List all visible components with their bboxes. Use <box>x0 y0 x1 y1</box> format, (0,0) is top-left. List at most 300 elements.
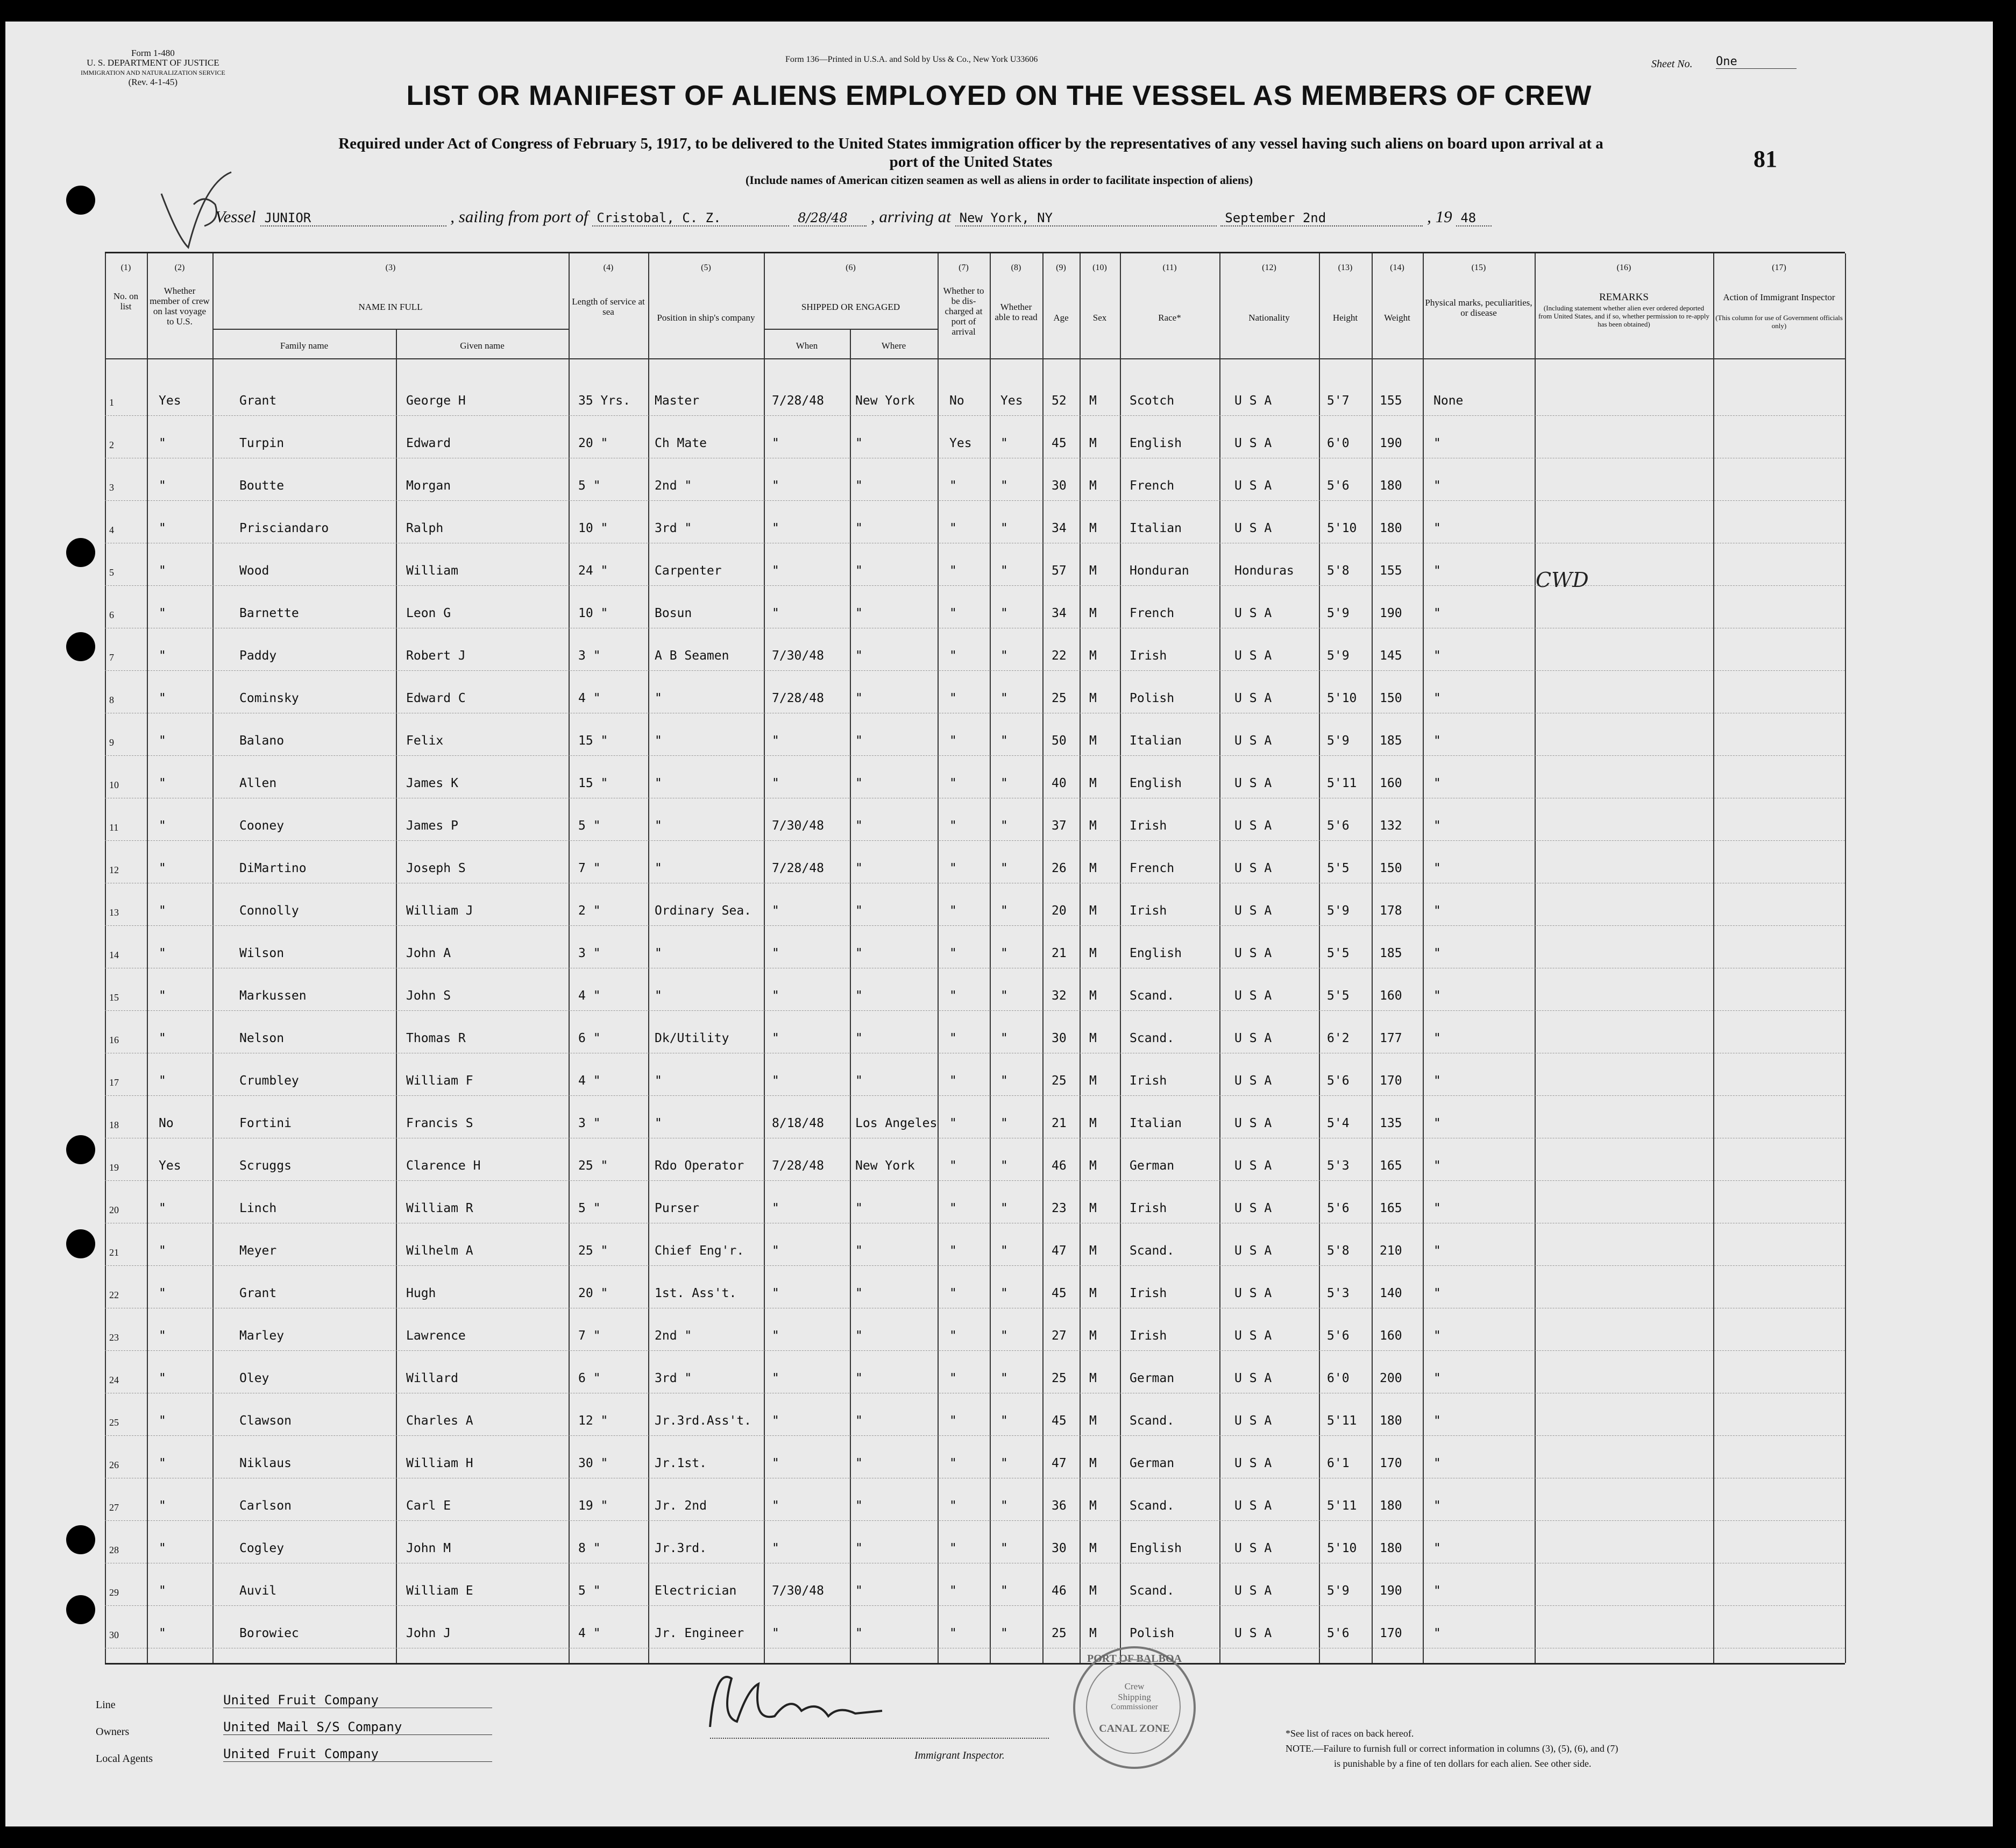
cell-member: No <box>159 1116 174 1130</box>
header-action-of-inspector: Action of Immigrant Inspector <box>1723 292 1835 302</box>
cell-family-name: Balano <box>239 734 285 748</box>
cell-where: " <box>855 1329 863 1343</box>
cell-given-name: Lawrence <box>406 1329 466 1343</box>
cell-when: 7/28/48 <box>772 394 824 408</box>
row-number: 1 <box>109 397 114 408</box>
cell-discharged: " <box>949 1286 957 1300</box>
cell-position: " <box>655 861 662 875</box>
cell-member: " <box>159 479 166 493</box>
cell-physical: " <box>1433 1499 1441 1513</box>
cell-where: " <box>855 1371 863 1385</box>
cell-family-name: Wood <box>239 564 269 578</box>
races-note: *See list of races on back hereof. <box>1286 1728 1414 1739</box>
line-value: United Fruit Company <box>223 1693 492 1708</box>
cell-able-to-read: " <box>1000 1584 1008 1598</box>
table-row <box>105 1182 1845 1223</box>
cell-race: Irish <box>1130 1329 1167 1343</box>
requirement-text <box>151 134 1791 171</box>
cell-able-to-read: " <box>1000 521 1008 535</box>
cell-race: Italian <box>1130 734 1182 748</box>
table-row <box>105 629 1845 671</box>
cell-sex: M <box>1089 479 1097 493</box>
cell-when: " <box>772 1244 779 1258</box>
cell-physical: " <box>1433 1329 1441 1343</box>
cell-weight: 180 <box>1380 521 1402 535</box>
cell-family-name: Clawson <box>239 1414 292 1428</box>
service-name: IMMIGRATION AND NATURALIZATION SERVICE <box>81 69 225 76</box>
cell-sex: M <box>1089 606 1097 620</box>
cell-nationality: U S A <box>1234 649 1272 663</box>
cell-length: 12 " <box>578 1414 608 1428</box>
cell-discharged: " <box>949 734 957 748</box>
cell-member: " <box>159 904 166 918</box>
col-number: (13) <box>1338 263 1353 272</box>
cell-given-name: John J <box>406 1626 451 1640</box>
cell-able-to-read: " <box>1000 436 1008 450</box>
col-number: (6) <box>846 263 856 272</box>
col-number: (9) <box>1056 263 1066 272</box>
cell-age: 47 <box>1052 1244 1067 1258</box>
header-weight: Weight <box>1384 313 1410 323</box>
header-position: Position in ship's company <box>657 313 755 323</box>
cell-nationality: U S A <box>1234 734 1272 748</box>
cell-length: 3 " <box>578 946 601 960</box>
cell-discharged: " <box>949 691 957 705</box>
cell-member: " <box>159 1584 166 1598</box>
cell-nationality: U S A <box>1234 1626 1272 1640</box>
cell-discharged: " <box>949 1414 957 1428</box>
departure-port: Cristobal, C. Z. <box>592 210 789 226</box>
cell-weight: 132 <box>1380 819 1402 833</box>
cell-age: 23 <box>1052 1201 1067 1215</box>
arrival-port: New York, NY <box>955 210 1217 226</box>
cell-position: Master <box>655 394 700 408</box>
row-number: 13 <box>109 907 119 918</box>
cell-family-name: Scruggs <box>239 1159 292 1173</box>
cell-able-to-read: " <box>1000 1116 1008 1130</box>
cell-height: 5'9 <box>1327 649 1350 663</box>
cell-nationality: U S A <box>1234 394 1272 408</box>
cell-when: " <box>772 1626 779 1640</box>
cell-position: 2nd " <box>655 479 692 493</box>
cell-height: 5'6 <box>1327 819 1350 833</box>
cell-sex: M <box>1089 1541 1097 1555</box>
cell-age: 32 <box>1052 989 1067 1003</box>
cell-family-name: Grant <box>239 1286 277 1300</box>
header-height: Height <box>1332 313 1358 323</box>
cell-discharged: " <box>949 1499 957 1513</box>
cell-when: " <box>772 946 779 960</box>
sheet-number: One <box>1716 55 1797 69</box>
cell-able-to-read: " <box>1000 1074 1008 1088</box>
cell-family-name: Wilson <box>239 946 285 960</box>
cell-height: 5'6 <box>1327 1201 1350 1215</box>
cell-able-to-read: " <box>1000 649 1008 663</box>
cell-where: New York <box>855 394 915 408</box>
cell-sex: M <box>1089 1456 1097 1470</box>
handwritten-departure-date: 8/28/48 <box>793 210 867 226</box>
cell-discharged: " <box>949 1329 957 1343</box>
cell-given-name: Charles A <box>406 1414 473 1428</box>
cell-discharged: " <box>949 521 957 535</box>
cell-able-to-read: " <box>1000 1541 1008 1555</box>
cell-member: " <box>159 606 166 620</box>
cell-weight: 200 <box>1380 1371 1402 1385</box>
cell-sex: M <box>1089 564 1097 578</box>
local-agents-label: Local Agents <box>96 1753 153 1765</box>
cell-where: " <box>855 904 863 918</box>
cell-physical: " <box>1433 946 1441 960</box>
col-number: (12) <box>1262 263 1276 272</box>
cell-position: " <box>655 989 662 1003</box>
requirement-line-2: port of the United States <box>889 153 1053 171</box>
cell-family-name: Linch <box>239 1201 277 1215</box>
cell-height: 6'0 <box>1327 436 1350 450</box>
cell-weight: 155 <box>1380 564 1402 578</box>
cell-given-name: Clarence H <box>406 1159 481 1173</box>
cell-position: Ch Mate <box>655 436 707 450</box>
cell-discharged: " <box>949 989 957 1003</box>
header-member: Whether member of crew on last voyage to U.S. <box>150 286 210 327</box>
vessel-name: JUNIOR <box>260 210 446 226</box>
cell-sex: M <box>1089 946 1097 960</box>
cell-where: " <box>855 606 863 620</box>
cell-age: 25 <box>1052 1074 1067 1088</box>
cell-physical: " <box>1433 1286 1441 1300</box>
cell-when: " <box>772 1074 779 1088</box>
cell-when: " <box>772 1456 779 1470</box>
cell-where: " <box>855 1244 863 1258</box>
col-number: (11) <box>1162 263 1177 272</box>
cell-length: 5 " <box>578 479 601 493</box>
row-number: 6 <box>109 610 114 620</box>
cell-age: 34 <box>1052 606 1067 620</box>
cell-discharged: " <box>949 649 957 663</box>
cell-discharged: " <box>949 1031 957 1045</box>
cell-nationality: U S A <box>1234 989 1272 1003</box>
cell-nationality: U S A <box>1234 606 1272 620</box>
cell-height: 5'5 <box>1327 946 1350 960</box>
table-row <box>105 1139 1845 1181</box>
cell-age: 45 <box>1052 436 1067 450</box>
punch-hole <box>66 1525 95 1554</box>
cell-race: Irish <box>1130 649 1167 663</box>
cell-discharged: " <box>949 861 957 875</box>
cell-family-name: Crumbley <box>239 1074 299 1088</box>
revision: (Rev. 4-1-45) <box>128 77 178 87</box>
cell-member: " <box>159 564 166 578</box>
cell-discharged: " <box>949 564 957 578</box>
cell-race: Polish <box>1130 691 1175 705</box>
cell-where: " <box>855 734 863 748</box>
cell-height: 5'5 <box>1327 861 1350 875</box>
cell-position: Jr.1st. <box>655 1456 707 1470</box>
table-row <box>105 1522 1845 1563</box>
cell-where: " <box>855 1584 863 1598</box>
cell-where: " <box>855 649 863 663</box>
cell-discharged: " <box>949 1541 957 1555</box>
cell-discharged: " <box>949 946 957 960</box>
cell-nationality: U S A <box>1234 1286 1272 1300</box>
cell-able-to-read: " <box>1000 1329 1008 1343</box>
port-of-balboa-stamp <box>1073 1646 1196 1769</box>
table-row <box>105 1309 1845 1351</box>
cell-age: 45 <box>1052 1286 1067 1300</box>
col-number: (15) <box>1471 263 1486 272</box>
cell-age: 40 <box>1052 776 1067 790</box>
cell-member: " <box>159 734 166 748</box>
cell-weight: 170 <box>1380 1626 1402 1640</box>
cell-member: " <box>159 1201 166 1215</box>
col-number: (7) <box>959 263 969 272</box>
cell-race: Scotch <box>1130 394 1175 408</box>
cell-race: French <box>1130 606 1175 620</box>
cell-nationality: U S A <box>1234 1074 1272 1088</box>
cell-height: 5'5 <box>1327 989 1350 1003</box>
cell-sex: M <box>1089 1584 1097 1598</box>
col-number: (2) <box>174 263 185 272</box>
cell-weight: 145 <box>1380 649 1402 663</box>
cell-race: Scand. <box>1130 1414 1175 1428</box>
cell-family-name: Boutte <box>239 479 285 493</box>
cell-weight: 180 <box>1380 1541 1402 1555</box>
cell-weight: 177 <box>1380 1031 1402 1045</box>
cell-position: " <box>655 776 662 790</box>
cell-nationality: U S A <box>1234 521 1272 535</box>
cell-where: " <box>855 479 863 493</box>
punch-hole <box>66 1229 95 1258</box>
header-remarks: REMARKS <box>1599 292 1649 303</box>
cell-physical: " <box>1433 606 1441 620</box>
row-number: 11 <box>109 822 119 833</box>
cell-physical: " <box>1433 1626 1441 1640</box>
arrival-date: September 2nd <box>1220 210 1423 226</box>
stamp-text: Crew <box>1124 1681 1145 1691</box>
table-row <box>105 1054 1845 1096</box>
cell-age: 21 <box>1052 1116 1067 1130</box>
header-age: Age <box>1053 313 1069 323</box>
cell-sex: M <box>1089 1116 1097 1130</box>
cell-physical: " <box>1433 436 1441 450</box>
cell-member: " <box>159 946 166 960</box>
cell-height: 5'11 <box>1327 1414 1357 1428</box>
cell-weight: 180 <box>1380 1414 1402 1428</box>
cell-sex: M <box>1089 1159 1097 1173</box>
table-row <box>105 459 1845 501</box>
cell-height: 5'9 <box>1327 1584 1350 1598</box>
cell-age: 46 <box>1052 1159 1067 1173</box>
cell-length: 20 " <box>578 1286 608 1300</box>
cell-where: " <box>855 521 863 535</box>
cell-position: Jr.3rd.Ass't. <box>655 1414 752 1428</box>
cell-sex: M <box>1089 1626 1097 1640</box>
header-nationality: Nationality <box>1248 313 1290 323</box>
cell-weight: 150 <box>1380 691 1402 705</box>
cell-position: " <box>655 1074 662 1088</box>
cell-family-name: Marley <box>239 1329 285 1343</box>
form-number: Form 1-480 <box>131 48 175 58</box>
cell-given-name: Wilhelm A <box>406 1244 473 1258</box>
cell-height: 5'8 <box>1327 564 1350 578</box>
row-number: 4 <box>109 525 114 535</box>
cell-length: 7 " <box>578 861 601 875</box>
cell-when: " <box>772 1031 779 1045</box>
cell-nationality: U S A <box>1234 861 1272 875</box>
cell-race: Italian <box>1130 521 1182 535</box>
cell-family-name: Oley <box>239 1371 269 1385</box>
fine-note: is punishable by a fine of ten dollars for each alien. See other side. <box>1334 1758 1592 1769</box>
cell-able-to-read: " <box>1000 479 1008 493</box>
cell-position: " <box>655 734 662 748</box>
cell-member: " <box>159 1626 166 1640</box>
cell-sex: M <box>1089 394 1097 408</box>
table-row <box>105 799 1845 841</box>
header-length-of-service: Length of service at sea <box>572 296 645 317</box>
table-row <box>105 1224 1845 1266</box>
cell-weight: 165 <box>1380 1201 1402 1215</box>
cell-physical: " <box>1433 649 1441 663</box>
cell-given-name: Hugh <box>406 1286 436 1300</box>
cell-sex: M <box>1089 1244 1097 1258</box>
cell-physical: " <box>1433 1201 1441 1215</box>
cell-given-name: Leon G <box>406 606 451 620</box>
cell-position: Ordinary Sea. <box>655 904 752 918</box>
cell-able-to-read: " <box>1000 1414 1008 1428</box>
stamp-text: Shipping <box>1118 1692 1151 1702</box>
cell-given-name: Joseph S <box>406 861 466 875</box>
cell-able-to-read: " <box>1000 1201 1008 1215</box>
cell-weight: 180 <box>1380 479 1402 493</box>
cell-sex: M <box>1089 1371 1097 1385</box>
cell-able-to-read: " <box>1000 1244 1008 1258</box>
cell-position: Jr.3rd. <box>655 1541 707 1555</box>
cell-length: 25 " <box>578 1159 608 1173</box>
cell-weight: 165 <box>1380 1159 1402 1173</box>
header-physical-marks: Physical marks, peculiarities, or disease <box>1425 298 1532 318</box>
cell-length: 2 " <box>578 904 601 918</box>
row-number: 9 <box>109 737 114 748</box>
cell-family-name: Allen <box>239 776 277 790</box>
remark-handwritten-initials: CWD <box>1536 568 1589 592</box>
cell-where: " <box>855 861 863 875</box>
cell-where: " <box>855 1456 863 1470</box>
cell-able-to-read: " <box>1000 776 1008 790</box>
row-number: 7 <box>109 652 114 663</box>
cell-member: " <box>159 1371 166 1385</box>
cell-given-name: George H <box>406 394 466 408</box>
table-row <box>105 969 1845 1011</box>
cell-member: Yes <box>159 1159 181 1173</box>
cell-family-name: Cogley <box>239 1541 285 1555</box>
cell-weight: 155 <box>1380 394 1402 408</box>
cell-member: " <box>159 1541 166 1555</box>
cell-given-name: John M <box>406 1541 451 1555</box>
cell-length: 10 " <box>578 606 608 620</box>
cell-member: " <box>159 1286 166 1300</box>
cell-given-name: James P <box>406 819 458 833</box>
cell-physical: " <box>1433 776 1441 790</box>
cell-height: 5'9 <box>1327 904 1350 918</box>
cell-position: Jr. 2nd <box>655 1499 707 1513</box>
row-number: 2 <box>109 440 114 450</box>
cell-able-to-read: Yes <box>1000 394 1023 408</box>
cell-height: 6'0 <box>1327 1371 1350 1385</box>
cell-family-name: Carlson <box>239 1499 292 1513</box>
arrival-year: 48 <box>1456 210 1492 226</box>
cell-length: 5 " <box>578 1201 601 1215</box>
cell-weight: 178 <box>1380 904 1402 918</box>
cell-height: 5'10 <box>1327 691 1357 705</box>
cell-position: Dk/Utility <box>655 1031 729 1045</box>
cell-nationality: U S A <box>1234 436 1272 450</box>
cell-able-to-read: " <box>1000 1499 1008 1513</box>
cell-physical: " <box>1433 1116 1441 1130</box>
cell-physical: " <box>1433 1074 1441 1088</box>
cell-discharged: No <box>949 394 964 408</box>
cell-member: " <box>159 1414 166 1428</box>
cell-able-to-read: " <box>1000 1159 1008 1173</box>
cell-physical: " <box>1433 1456 1441 1470</box>
cell-nationality: U S A <box>1234 1371 1272 1385</box>
cell-age: 30 <box>1052 1541 1067 1555</box>
col-number: (14) <box>1390 263 1404 272</box>
cell-race: English <box>1130 776 1182 790</box>
sailing-label: , sailing from port of <box>450 207 588 226</box>
cell-nationality: U S A <box>1234 691 1272 705</box>
cell-position: " <box>655 819 662 833</box>
table-row <box>105 1437 1845 1478</box>
year-prefix: , 19 <box>1427 207 1452 226</box>
cell-member: " <box>159 1499 166 1513</box>
table-row <box>105 502 1845 543</box>
table-row <box>105 374 1845 416</box>
cell-able-to-read: " <box>1000 946 1008 960</box>
cell-family-name: Markussen <box>239 989 307 1003</box>
cell-position: " <box>655 1116 662 1130</box>
cell-weight: 190 <box>1380 1584 1402 1598</box>
cell-discharged: " <box>949 479 957 493</box>
cell-given-name: William R <box>406 1201 473 1215</box>
cell-age: 57 <box>1052 564 1067 578</box>
cell-family-name: Niklaus <box>239 1456 292 1470</box>
cell-weight: 170 <box>1380 1456 1402 1470</box>
cell-where: Los Angeles <box>855 1116 938 1130</box>
cell-position: Chief Eng'r. <box>655 1244 744 1258</box>
cell-where: " <box>855 776 863 790</box>
cell-length: 6 " <box>578 1031 601 1045</box>
cell-sex: M <box>1089 989 1097 1003</box>
cell-length: 4 " <box>578 691 601 705</box>
header-race: Race* <box>1158 313 1181 323</box>
cell-length: 4 " <box>578 989 601 1003</box>
cell-physical: " <box>1433 989 1441 1003</box>
cell-sex: M <box>1089 861 1097 875</box>
cell-when: " <box>772 1499 779 1513</box>
cell-position: 3rd " <box>655 521 692 535</box>
stamp-top-text: PORT OF BALBOA <box>1087 1653 1182 1665</box>
cell-given-name: Felix <box>406 734 444 748</box>
cell-race: Irish <box>1130 1074 1167 1088</box>
page-number: 81 <box>1754 146 1777 172</box>
row-number: 8 <box>109 695 114 705</box>
cell-discharged: " <box>949 819 957 833</box>
cell-able-to-read: " <box>1000 1031 1008 1045</box>
cell-nationality: U S A <box>1234 1201 1272 1215</box>
cell-height: 5'6 <box>1327 1626 1350 1640</box>
table-row <box>105 757 1845 798</box>
cell-family-name: Cominsky <box>239 691 299 705</box>
cell-physical: " <box>1433 1371 1441 1385</box>
